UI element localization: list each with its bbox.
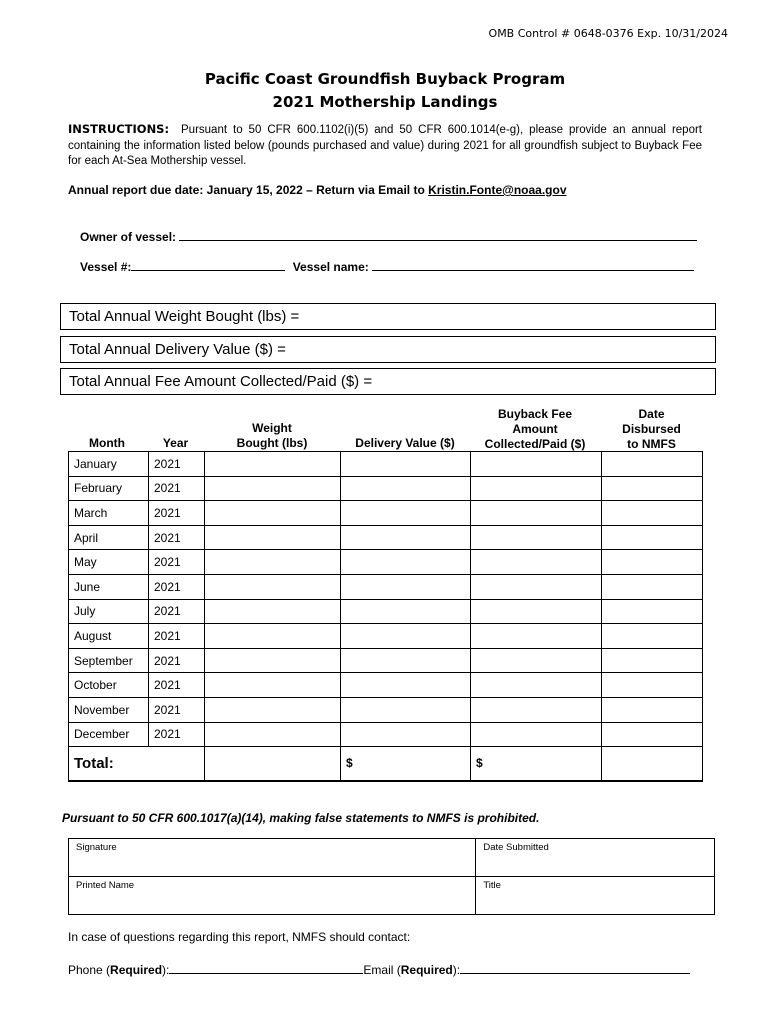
month-cell: April [69,525,149,550]
table-row [69,697,703,722]
fee-cell[interactable] [471,624,602,649]
header-weight-line2: Bought (lbs) [236,436,308,450]
fee-cell[interactable] [471,599,602,624]
delivery-value-cell[interactable] [341,673,471,698]
total-weight-cell[interactable] [205,747,341,781]
weight-cell[interactable] [205,452,341,477]
total-value-cell[interactable] [341,747,471,781]
month-cell: February [69,476,149,501]
date-disbursed-cell[interactable] [602,648,703,673]
total-value-label: Total Annual Delivery Value ($) = [69,341,286,358]
header-weight-line1: Weight [252,421,292,435]
owner-of-vessel-row [80,229,697,244]
vessel-number-label: Vessel #: [80,260,132,274]
month-cell: March [69,501,149,526]
fee-cell[interactable] [471,525,602,550]
table-row [69,525,703,550]
year-cell: 2021 [149,722,205,747]
omb-control-number: OMB Control # 0648-0376 Exp. 10/31/2024 [488,27,728,40]
delivery-value-cell[interactable] [341,574,471,599]
date-disbursed-cell[interactable] [602,624,703,649]
delivery-value-cell[interactable] [341,525,471,550]
year-cell: 2021 [149,476,205,501]
table-row [69,722,703,747]
delivery-value-cell[interactable] [341,624,471,649]
weight-cell[interactable] [205,673,341,698]
signature-label: Signature [76,842,117,853]
total-row [69,747,703,781]
year-cell: 2021 [149,550,205,575]
due-date-line [68,183,567,197]
table-row [69,599,703,624]
delivery-value-cell[interactable] [341,550,471,575]
weight-cell[interactable] [205,525,341,550]
header-fee-line1: Buyback Fee [497,407,573,421]
dollar-sign: $ [346,756,353,771]
header-date-line1: Date [638,407,665,421]
fee-cell[interactable] [471,722,602,747]
month-cell: January [69,452,149,477]
weight-cell[interactable] [205,501,341,526]
month-cell: July [69,599,149,624]
total-value-box[interactable] [60,336,716,363]
year-cell: 2021 [149,673,205,698]
month-cell: June [69,574,149,599]
table-row [69,476,703,501]
instructions-text: Pursuant to 50 CFR 600.1102(i)(5) and 50 CFR 600.1014(e-g), please provide an annual report containing the information listed below (pounds purchased and value) during 2021 for all groundfish subject to Buyback Fee for each At-Sea Mothership vessel. [68,124,702,167]
month-cell: December [69,722,149,747]
header-year: Year [162,436,189,450]
false-statement-warning: Pursuant to 50 CFR 600.1017(a)(14), making false statements to NMFS is prohibited. [62,811,540,825]
fee-cell[interactable] [471,452,602,477]
title-field[interactable] [476,877,715,915]
phone-label: Phone (Required): [68,963,170,977]
header-date-disbursed [601,407,702,452]
total-label: Total: [69,747,205,781]
date-disbursed-cell[interactable] [602,599,703,624]
form-subtitle: 2021 Mothership Landings [272,93,498,111]
header-weight [204,421,340,451]
fee-cell[interactable] [471,697,602,722]
date-disbursed-cell[interactable] [602,722,703,747]
year-cell: 2021 [149,525,205,550]
fee-cell[interactable] [471,476,602,501]
header-date-line2: Disbursed [622,422,681,436]
printed-name-label: Printed Name [76,880,135,891]
date-disbursed-cell[interactable] [602,673,703,698]
printed-name-field[interactable] [69,877,476,915]
total-weight-label: Total Annual Weight Bought (lbs) = [69,308,300,325]
vessel-name-field[interactable] [372,259,694,271]
delivery-value-cell[interactable] [341,697,471,722]
table-row [69,501,703,526]
phone-field[interactable] [169,962,363,974]
table-row [69,624,703,649]
year-cell: 2021 [149,624,205,649]
due-date-text: Annual report due date: January 15, 2022 – Return via Email to [68,183,425,197]
year-cell: 2021 [149,599,205,624]
table-row [69,648,703,673]
phone-email-row [68,962,690,977]
signature-field[interactable] [69,839,476,877]
header-date-line3: to NMFS [627,437,676,451]
year-cell: 2021 [149,574,205,599]
weight-cell[interactable] [205,624,341,649]
table-row [69,673,703,698]
date-submitted-field[interactable] [476,839,715,877]
year-cell: 2021 [149,648,205,673]
delivery-value-cell[interactable] [341,648,471,673]
owner-label: Owner of vessel: [80,230,177,244]
date-disbursed-cell[interactable] [602,476,703,501]
total-fee-label: Total Annual Fee Amount Collected/Paid ($) = [69,373,373,390]
year-cell: 2021 [149,697,205,722]
date-disbursed-cell[interactable] [602,452,703,477]
date-disbursed-cell[interactable] [602,550,703,575]
email-field[interactable] [460,962,690,974]
delivery-value-cell[interactable] [341,599,471,624]
month-cell: November [69,697,149,722]
total-date-cell[interactable] [602,747,703,781]
month-cell: August [69,624,149,649]
monthly-landings-table [68,451,703,782]
form-title: Pacific Coast Groundfish Buyback Program [204,70,566,88]
delivery-value-cell[interactable] [341,452,471,477]
total-fee-box[interactable] [60,368,716,395]
year-cell: 2021 [149,501,205,526]
vessel-row [80,259,694,274]
table-row [69,550,703,575]
date-disbursed-cell[interactable] [602,501,703,526]
signature-table [68,838,715,915]
weight-cell[interactable] [205,550,341,575]
month-cell: September [69,648,149,673]
vessel-name-label: Vessel name: [292,260,369,274]
weight-cell[interactable] [205,476,341,501]
weight-cell[interactable] [205,599,341,624]
dollar-sign: $ [476,756,483,771]
year-cell: 2021 [149,452,205,477]
header-fee-line2: Amount [512,422,558,436]
vessel-number-field[interactable] [131,259,285,271]
header-month: Month [89,436,125,450]
delivery-value-cell[interactable] [341,722,471,747]
header-fee-line3: Collected/Paid ($) [484,437,586,451]
owner-field[interactable] [179,229,697,241]
table-row [69,452,703,477]
total-fee-cell[interactable] [471,747,602,781]
fee-cell[interactable] [471,501,602,526]
weight-cell[interactable] [205,697,341,722]
weight-cell[interactable] [205,574,341,599]
date-disbursed-cell[interactable] [602,697,703,722]
instructions [68,122,702,170]
date-disbursed-cell[interactable] [602,574,703,599]
instructions-label: INSTRUCTIONS: [68,122,170,136]
fee-cell[interactable] [471,648,602,673]
delivery-value-cell[interactable] [341,501,471,526]
title-label: Title [483,880,501,891]
weight-cell[interactable] [205,648,341,673]
month-cell: May [69,550,149,575]
date-disbursed-cell[interactable] [602,525,703,550]
month-cell: October [69,673,149,698]
table-row [69,574,703,599]
header-buyback-fee [470,407,600,452]
email-label: Email (Required): [363,963,461,977]
weight-cell[interactable] [205,722,341,747]
fee-cell[interactable] [471,673,602,698]
contact-email-link[interactable]: Kristin.Fonte@noaa.gov [428,183,567,197]
delivery-value-cell[interactable] [341,476,471,501]
total-weight-box[interactable] [60,303,716,330]
contact-text: In case of questions regarding this report, NMFS should contact: [68,930,411,944]
header-delivery-value: Delivery Value ($) [355,436,455,450]
fee-cell[interactable] [471,550,602,575]
date-submitted-label: Date Submitted [483,842,549,853]
fee-cell[interactable] [471,574,602,599]
